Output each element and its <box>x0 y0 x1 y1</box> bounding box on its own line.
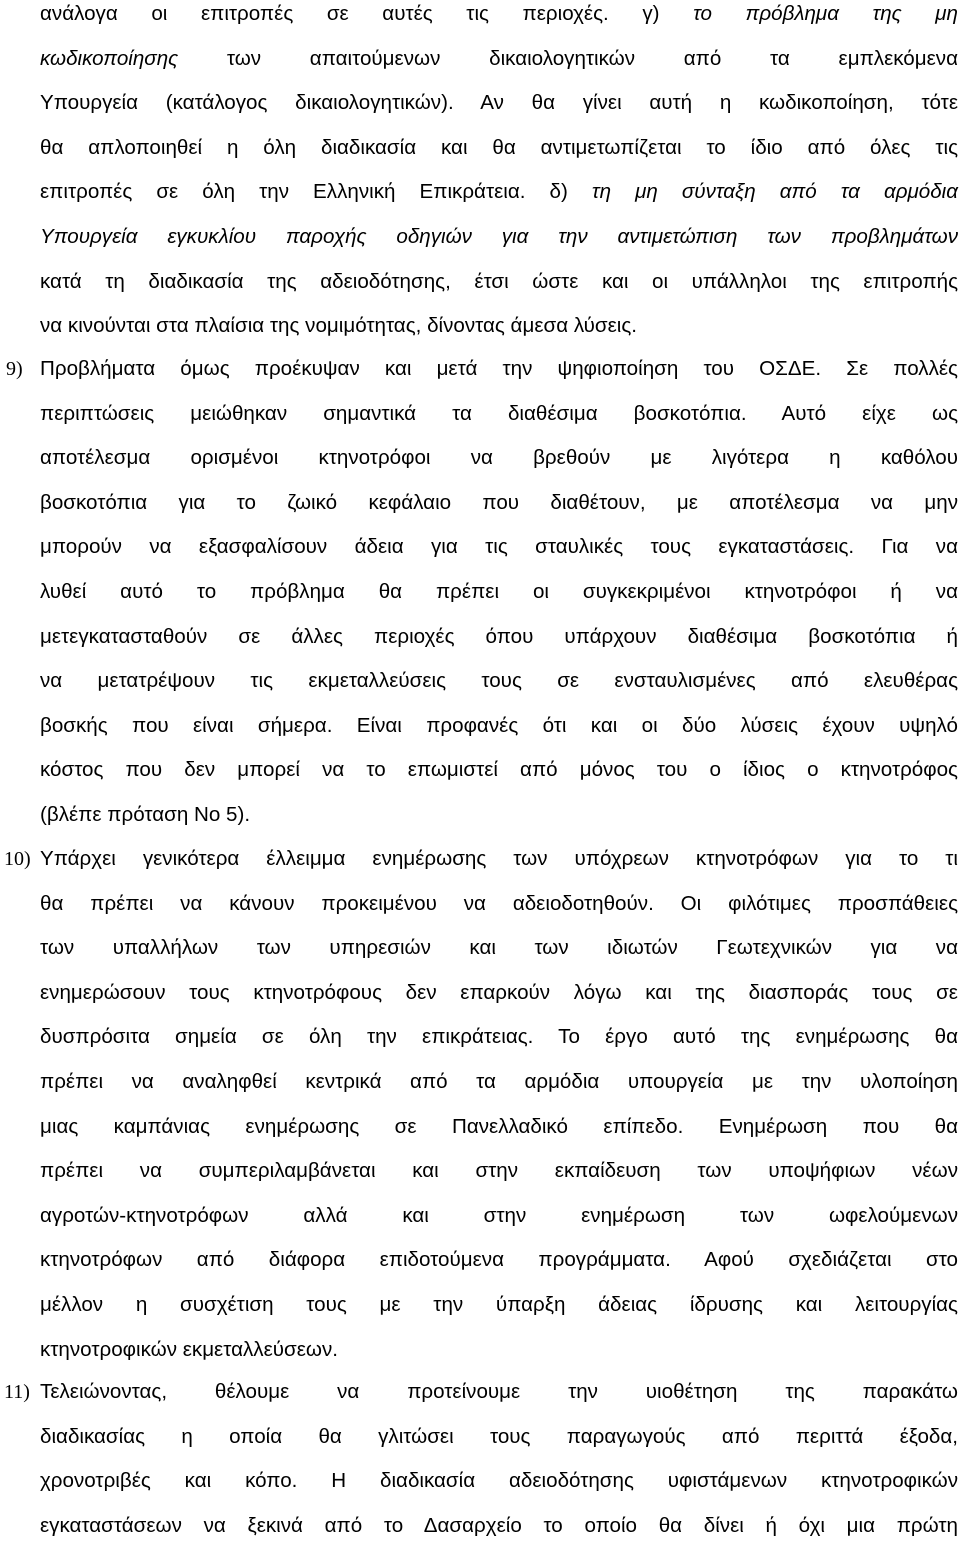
text-line: θα πρέπει να κάνουν προκειμένου να αδειοδοτηθούν. Οι φιλότιμες προσπάθειες <box>40 891 958 915</box>
text-line: Υπουργεία εγκυκλίου παροχής οδηγιών για την αντιμετώπιση των προβλημάτων <box>40 224 958 248</box>
text-line: βοσκοτόπια για το ζωικό κεφάλαιο που διαθέτουν, με αποτέλεσμα να μην <box>40 490 958 514</box>
paragraph-continuation <box>40 0 958 349</box>
list-item-9 <box>40 347 958 838</box>
italic-phrase: κωδικοποίησης <box>40 46 179 70</box>
text-line: μιας καμπάνιας ενημέρωσης σε Πανελλαδικό επίπεδο. Ενημέρωση που θα <box>40 1114 958 1138</box>
text-line: κατά τη διαδικασία της αδειοδότησης, έτσι ώστε και οι υπάλληλοι της επιτροπής <box>40 269 958 293</box>
list-number: 9) <box>6 358 23 380</box>
text-line: των υπαλλήλων των υπηρεσιών και των ιδιωτών Γεωτεχνικών για να <box>40 936 958 960</box>
text-line: να μετατρέψουν τις εκμεταλλεύσεις τους σε ενσταυλισμένες από ελευθέρας <box>40 669 958 693</box>
text-line: κόστος που δεν μπορεί να το επωμιστεί από μόνος του ο ίδιος ο κτηνοτρόφος <box>40 758 958 782</box>
text-line: λυθεί αυτό το πρόβλημα θα πρέπει οι συγκεκριμένοι κτηνοτρόφοι ή να <box>40 579 958 603</box>
text-line: περιπτώσεις μειώθηκαν σημαντικά τα διαθέσιμα βοσκοτόπια. Αυτό είχε ως <box>40 401 958 425</box>
text-line: αγροτών-κτηνοτρόφων αλλά και στην ενημέρωση των ωφελούμενων <box>40 1203 958 1227</box>
text-line: Τελειώνοντας, θέλουμε να προτείνουμε την υιοθέτηση της παρακάτω <box>40 1380 958 1403</box>
list-item-11 <box>40 1370 958 1548</box>
text-line: κτηνοτροφικών εκμεταλλεύσεων. <box>40 1337 339 1361</box>
text-line: διαδικασίας η οποία θα γλιτώσει τους παραγωγούς από περιττά έξοδα, <box>40 1424 958 1448</box>
text-line: εγκαταστάσεων να ξεκινά από το Δασαρχείο το οποίο θα δίνει ή όχι μια πρώτη <box>40 1513 958 1537</box>
text-line: κωδικοποίησης των απαιτούμενων δικαιολογητικών από τα εμπλεκόμενα <box>40 46 958 70</box>
text-line: μέλλον η συσχέτιση τους με την ύπαρξη άδειας ίδρυσης και λειτουργίας <box>40 1292 958 1316</box>
text-line: δυσπρόσιτα σημεία σε όλη την επικράτειας. Το έργο αυτό της ενημέρωσης θα <box>40 1025 958 1049</box>
text-line: πρέπει να αναληφθεί κεντρικά από τα αρμόδια υπουργεία με την υλοποίηση <box>40 1069 958 1093</box>
text-line: ενημερώσουν τους κτηνοτρόφους δεν επαρκούν λόγω και της διασποράς τους σε <box>40 980 958 1004</box>
text-line: Προβλήματα όμως προέκυψαν και μετά την ψηφιοποίηση του ΟΣΔΕ. Σε πολλές <box>40 357 958 380</box>
text-line: θα απλοποιηθεί η όλη διαδικασία και θα αντιμετωπίζεται το ίδιο από όλες τις <box>40 135 958 159</box>
list-number: 10) <box>4 848 31 870</box>
text-line: κτηνοτρόφων από διάφορα επιδοτούμενα προγράμματα. Αφού σχεδιάζεται στο <box>40 1248 958 1272</box>
text-line: επιτροπές σε όλη την Ελληνική Επικράτεια. δ) τη μη σύνταξη από τα αρμόδια <box>40 180 958 204</box>
text-line: ανάλογα οι επιτροπές σε αυτές τις περιοχές. γ) το πρόβλημα της μη <box>40 2 958 25</box>
text-line: βοσκής που είναι σήμερα. Είναι προφανές ότι και οι δύο λύσεις έχουν υψηλό <box>40 713 958 737</box>
text-line: αποτέλεσμα ορισμένοι κτηνοτρόφοι να βρεθούν με λιγότερα η καθόλου <box>40 446 958 470</box>
text-line: Υπουργεία (κατάλογος δικαιολογητικών). Αν θα γίνει αυτή η κωδικοποίηση, τότε <box>40 91 958 115</box>
text-line: πρέπει να συμπεριλαμβάνεται και στην εκπαίδευση των υποψήφιων νέων <box>40 1159 958 1183</box>
text-line: μπορούν να εξασφαλίσουν άδεια για τις σταυλικές τους εγκαταστάσεις. Για να <box>40 535 958 559</box>
text-line: χρονοτριβές και κόπο. Η διαδικασία αδειοδότησης υφιστάμενων κτηνοτροφικών <box>40 1469 958 1493</box>
list-number: 11) <box>4 1381 30 1403</box>
text-line: (βλέπε πρόταση Νο 5). <box>40 802 251 826</box>
italic-phrase: τη μη σύνταξη από τα αρμόδια <box>591 180 958 204</box>
text-line: να κινούνται στα πλαίσια της νομιμότητας, δίνοντας άμεσα λύσεις. <box>40 314 638 338</box>
list-item-10 <box>40 837 958 1372</box>
text-line: Υπάρχει γενικότερα έλλειμμα ενημέρωσης των υπόχρεων κτηνοτρόφων για το τι <box>40 847 958 870</box>
text-line: μετεγκατασταθούν σε άλλες περιοχές όπου υπάρχουν διαθέσιμα βοσκοτόπια ή <box>40 624 958 648</box>
italic-phrase: το πρόβλημα της μη <box>693 2 958 25</box>
